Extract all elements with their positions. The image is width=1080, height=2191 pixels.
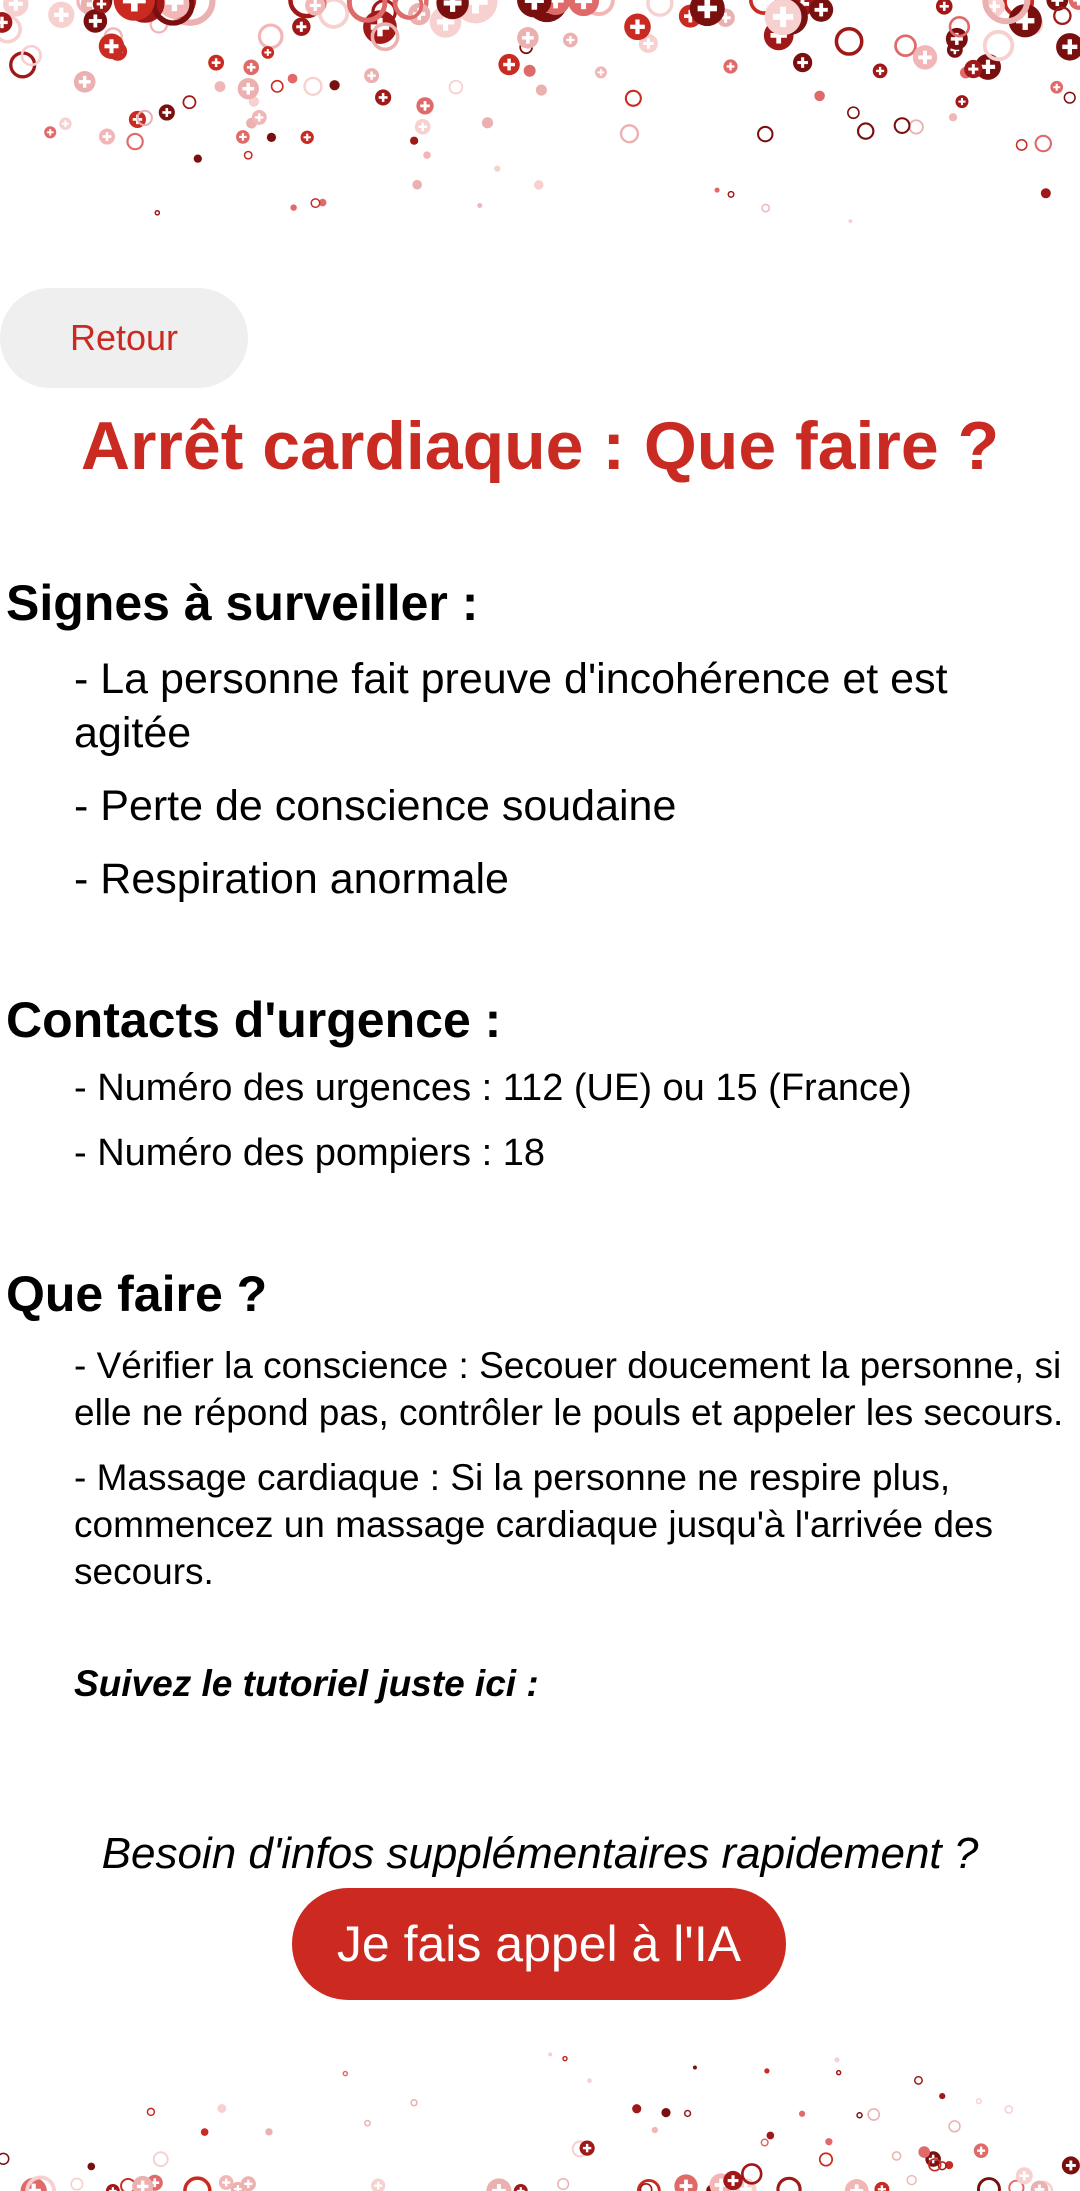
medical-cross-icon bbox=[548, 2052, 552, 2056]
medical-cross-icon bbox=[87, 2163, 95, 2171]
medical-cross-icon bbox=[396, 0, 422, 18]
medical-cross-icon bbox=[74, 71, 96, 93]
medical-cross-icon bbox=[892, 2152, 900, 2160]
medical-cross-icon bbox=[764, 21, 794, 51]
medical-cross-icon bbox=[349, 0, 385, 20]
medical-cross-icon bbox=[159, 104, 175, 120]
medical-cross-icon bbox=[125, 0, 164, 23]
medical-cross-icon bbox=[1031, 2181, 1049, 2191]
medical-cross-icon bbox=[520, 41, 532, 53]
medical-cross-icon bbox=[679, 5, 702, 28]
medical-cross-icon bbox=[595, 66, 607, 78]
medical-cross-icon bbox=[945, 2161, 953, 2169]
medical-cross-icon bbox=[494, 166, 500, 172]
medical-cross-icon bbox=[910, 120, 923, 133]
list-item: - La personne fait preuve d'incohérence et est agitée bbox=[74, 655, 948, 757]
medical-cross-icon bbox=[265, 2128, 272, 2135]
medical-cross-icon bbox=[1009, 4, 1042, 37]
medical-cross-icon bbox=[765, 0, 802, 35]
medical-cross-icon bbox=[955, 95, 968, 108]
medical-cross-icon bbox=[764, 2068, 769, 2073]
medical-cross-icon bbox=[710, 2173, 733, 2191]
medical-cross-icon bbox=[290, 204, 296, 210]
list-item: - Massage cardiaque : Si la personne ne respire plus, commencez un massage cardiaque jusqu'à l'arrivée des secours. bbox=[74, 1457, 994, 1592]
medical-cross-icon bbox=[27, 2177, 54, 2191]
medical-cross-icon bbox=[219, 2175, 234, 2190]
medical-cross-icon bbox=[1062, 2156, 1080, 2174]
medical-cross-icon bbox=[975, 54, 1001, 80]
medical-cross-icon bbox=[985, 32, 1013, 60]
medical-cross-icon bbox=[3, 0, 28, 17]
medical-cross-icon bbox=[685, 2111, 691, 2117]
medical-cross-icon bbox=[626, 91, 641, 106]
medical-cross-icon bbox=[742, 2164, 761, 2183]
medical-cross-icon bbox=[114, 0, 155, 21]
medical-cross-icon bbox=[241, 2176, 256, 2191]
medical-cross-icon bbox=[1054, 8, 1070, 24]
medical-cross-icon bbox=[1036, 136, 1051, 151]
medical-cross-icon bbox=[974, 2143, 989, 2158]
medical-cross-icon bbox=[690, 0, 725, 26]
medical-cross-icon bbox=[410, 137, 418, 145]
medical-cross-icon bbox=[848, 107, 859, 118]
medical-cross-icon bbox=[524, 65, 536, 77]
medical-cross-icon bbox=[790, 0, 814, 16]
medical-cross-icon bbox=[375, 89, 391, 105]
list-item: - Perte de conscience soudaine bbox=[74, 782, 677, 830]
medical-cross-icon bbox=[21, 2178, 47, 2191]
medical-cross-icon bbox=[168, 0, 212, 23]
medical-cross-icon bbox=[648, 0, 672, 15]
medical-cross-icon bbox=[1046, 0, 1068, 11]
signs-list bbox=[74, 652, 1074, 925]
medical-cross-icon bbox=[1069, 0, 1080, 10]
medical-cross-icon bbox=[453, 0, 497, 23]
medical-cross-icon bbox=[541, 0, 571, 15]
medical-cross-icon bbox=[1020, 12, 1043, 35]
list-item: - Numéro des urgences : 112 (UE) ou 15 (France) bbox=[74, 1067, 912, 1109]
medical-cross-icon bbox=[1050, 81, 1063, 94]
medical-cross-icon bbox=[964, 60, 982, 78]
medical-cross-icon bbox=[949, 2121, 960, 2132]
medical-cross-icon bbox=[416, 97, 433, 114]
medical-cross-icon bbox=[408, 3, 430, 25]
medical-cross-icon bbox=[486, 2178, 511, 2191]
list-item: - Respiration anormale bbox=[74, 855, 509, 903]
medical-cross-icon bbox=[723, 2171, 742, 2190]
medical-cross-icon bbox=[231, 2182, 245, 2191]
medical-cross-icon bbox=[272, 81, 283, 92]
medical-cross-icon bbox=[526, 0, 568, 22]
medical-cross-icon bbox=[946, 28, 968, 50]
medical-cross-icon bbox=[799, 2111, 805, 2117]
medical-cross-icon bbox=[1009, 2181, 1023, 2191]
medical-cross-icon bbox=[857, 2113, 862, 2118]
medical-cross-icon bbox=[715, 187, 720, 192]
medical-cross-icon bbox=[845, 2179, 869, 2191]
medical-cross-icon bbox=[245, 152, 252, 159]
medical-cross-icon bbox=[194, 155, 202, 163]
medical-cross-icon bbox=[155, 211, 159, 215]
medical-cross-icon bbox=[147, 2175, 163, 2191]
medical-cross-icon bbox=[563, 2057, 567, 2061]
medical-cross-icon bbox=[639, 34, 658, 53]
medical-cross-icon bbox=[84, 9, 108, 33]
medical-cross-icon bbox=[929, 2159, 941, 2171]
medical-cross-icon bbox=[837, 2071, 841, 2075]
medical-cross-icon bbox=[71, 2178, 82, 2189]
medical-cross-icon bbox=[632, 2104, 641, 2113]
medical-cross-icon bbox=[217, 2104, 226, 2113]
signs-heading: Signes à surveiller : bbox=[6, 575, 479, 631]
medical-cross-icon bbox=[772, 0, 807, 35]
medical-cross-icon bbox=[290, 0, 322, 16]
medical-cross-icon bbox=[536, 85, 547, 96]
medical-cross-icon bbox=[873, 64, 888, 79]
medical-cross-icon bbox=[372, 14, 389, 31]
medical-cross-icon bbox=[1005, 2106, 1012, 2113]
medical-cross-icon bbox=[372, 20, 387, 35]
medical-cross-icon bbox=[977, 2099, 982, 2104]
contacts-heading: Contacts d'urgence : bbox=[6, 992, 502, 1048]
medical-cross-icon bbox=[758, 127, 772, 141]
medical-cross-icon bbox=[716, 9, 734, 27]
medical-cross-icon bbox=[395, 0, 427, 18]
tutorial-prompt: Suivez le tutoriel juste ici : bbox=[74, 1663, 539, 1704]
ai-help-button[interactable]: Je fais appel à l'IA bbox=[292, 1888, 786, 2000]
medical-cross-icon bbox=[82, 0, 112, 15]
list-item: - Vérifier la conscience : Secouer doucement la personne, si elle ne répond pas, contrôler le pouls et appeler les secours. bbox=[74, 1345, 1064, 1433]
medical-cross-icon bbox=[984, 0, 1005, 17]
todo-heading: Que faire ? bbox=[6, 1266, 268, 1322]
medical-cross-icon bbox=[477, 203, 482, 208]
medical-cross-icon bbox=[252, 110, 267, 125]
medical-cross-icon bbox=[947, 42, 963, 58]
medical-cross-icon bbox=[329, 80, 339, 90]
medical-cross-icon bbox=[514, 2184, 528, 2191]
medical-cross-icon bbox=[132, 2176, 153, 2191]
medical-cross-icon bbox=[292, 18, 310, 36]
medical-cross-icon bbox=[81, 0, 108, 18]
medical-cross-icon bbox=[907, 2176, 916, 2185]
medical-cross-icon bbox=[517, 27, 539, 49]
contacts-list bbox=[74, 1064, 1074, 1194]
medical-cross-icon bbox=[129, 111, 146, 128]
medical-cross-icon bbox=[674, 2174, 697, 2191]
medical-cross-icon bbox=[573, 2141, 588, 2156]
medical-cross-icon bbox=[925, 2151, 941, 2167]
medical-cross-icon bbox=[305, 0, 325, 16]
medical-cross-icon bbox=[99, 129, 115, 145]
medical-cross-icon bbox=[706, 2185, 717, 2191]
medical-cross-icon bbox=[159, 0, 196, 19]
medical-cross-icon bbox=[652, 2127, 658, 2133]
page-title: Arrêt cardiaque : Que faire ? bbox=[80, 408, 1000, 484]
medical-cross-icon bbox=[364, 68, 379, 83]
ai-question: Besoin d'infos supplémentaires rapidement ? bbox=[101, 1829, 979, 1878]
medical-cross-icon bbox=[301, 131, 314, 144]
medical-cross-icon bbox=[640, 2184, 651, 2191]
medical-cross-icon bbox=[697, 0, 717, 10]
medical-cross-icon bbox=[215, 81, 226, 92]
medical-cross-icon bbox=[913, 45, 937, 69]
medical-cross-icon bbox=[482, 117, 493, 128]
medical-cross-icon bbox=[412, 180, 422, 190]
medical-cross-icon bbox=[147, 2108, 154, 2115]
medical-cross-icon bbox=[78, 0, 101, 13]
medical-cross-icon bbox=[372, 24, 397, 49]
medical-cross-icon bbox=[108, 42, 127, 61]
medical-cross-icon bbox=[517, 0, 552, 17]
medical-cross-icon bbox=[1005, 0, 1032, 15]
medical-cross-icon bbox=[621, 125, 638, 142]
medical-cross-icon bbox=[363, 10, 397, 44]
medical-cross-icon bbox=[154, 0, 192, 23]
medical-cross-icon bbox=[836, 29, 861, 54]
medical-cross-icon bbox=[938, 2162, 946, 2170]
todo-list bbox=[74, 1342, 1074, 1613]
medical-cross-icon bbox=[311, 199, 320, 208]
medical-cross-icon bbox=[834, 2057, 839, 2062]
back-button[interactable]: Retour bbox=[0, 288, 248, 388]
medical-cross-icon bbox=[259, 25, 282, 48]
medical-cross-icon bbox=[858, 123, 873, 138]
medical-cross-icon bbox=[59, 118, 71, 130]
medical-cross-icon bbox=[978, 2179, 999, 2191]
medical-cross-icon bbox=[1041, 188, 1051, 198]
medical-cross-pattern-top bbox=[0, 0, 1080, 240]
medical-cross-icon bbox=[208, 55, 224, 71]
medical-cross-icon bbox=[436, 0, 468, 19]
medical-cross-icon bbox=[778, 2178, 800, 2191]
medical-cross-icon bbox=[411, 2100, 417, 2106]
medical-cross-icon bbox=[185, 2178, 210, 2191]
medical-cross-icon bbox=[820, 2153, 832, 2165]
medical-cross-icon bbox=[558, 2179, 569, 2190]
medical-cross-icon bbox=[723, 59, 737, 73]
medical-cross-icon bbox=[430, 6, 462, 38]
medical-cross-icon bbox=[127, 134, 142, 149]
medical-cross-icon bbox=[238, 78, 259, 99]
medical-cross-icon bbox=[319, 199, 327, 207]
medical-cross-icon bbox=[767, 2132, 775, 2140]
medical-cross-icon bbox=[949, 113, 957, 121]
medical-cross-icon bbox=[793, 53, 812, 72]
medical-cross-icon bbox=[848, 219, 852, 223]
medical-cross-icon bbox=[11, 53, 35, 77]
medical-cross-icon bbox=[48, 2, 74, 28]
medical-cross-icon bbox=[568, 0, 599, 16]
medical-cross-icon bbox=[415, 119, 431, 135]
medical-cross-icon bbox=[580, 2141, 595, 2156]
medical-cross-icon bbox=[93, 0, 110, 13]
medical-cross-icon bbox=[1056, 33, 1080, 60]
medical-cross-icon bbox=[121, 2179, 135, 2191]
medical-cross-icon bbox=[918, 2146, 930, 2158]
medical-cross-icon bbox=[106, 2184, 120, 2191]
medical-cross-icon bbox=[373, 1, 395, 23]
medical-cross-icon bbox=[751, 0, 777, 13]
medical-cross-icon bbox=[343, 2072, 347, 2076]
medical-cross-icon bbox=[693, 2066, 697, 2070]
medical-cross-icon bbox=[0, 12, 12, 33]
medical-cross-icon bbox=[825, 2138, 832, 2145]
medical-cross-icon bbox=[1034, 2182, 1052, 2191]
medical-cross-icon bbox=[371, 2179, 385, 2191]
medical-cross-icon bbox=[44, 126, 56, 138]
medical-cross-icon bbox=[498, 54, 519, 75]
medical-cross-icon bbox=[895, 118, 910, 133]
medical-cross-icon bbox=[261, 46, 274, 59]
medical-cross-icon bbox=[243, 60, 259, 76]
medical-cross-icon bbox=[563, 33, 578, 48]
medical-cross-icon bbox=[814, 91, 825, 102]
medical-cross-icon bbox=[761, 2139, 768, 2146]
medical-cross-icon bbox=[138, 111, 152, 125]
medical-cross-icon bbox=[306, 0, 326, 14]
medical-cross-icon bbox=[915, 2077, 922, 2084]
medical-cross-icon bbox=[201, 2128, 209, 2136]
medical-cross-icon bbox=[0, 16, 20, 41]
medical-cross-icon bbox=[320, 0, 347, 27]
medical-cross-icon bbox=[896, 36, 916, 56]
medical-cross-pattern-bottom bbox=[0, 2041, 1080, 2191]
medical-cross-icon bbox=[1017, 140, 1027, 150]
medical-cross-icon bbox=[534, 180, 543, 189]
medical-cross-icon bbox=[99, 34, 125, 60]
medical-cross-icon bbox=[762, 204, 769, 211]
medical-cross-icon bbox=[985, 0, 1027, 21]
medical-cross-icon bbox=[960, 67, 971, 78]
medical-cross-icon bbox=[169, 0, 190, 15]
medical-cross-icon bbox=[105, 28, 122, 45]
medical-cross-icon bbox=[728, 192, 734, 198]
medical-cross-icon bbox=[305, 78, 322, 95]
medical-cross-icon bbox=[288, 74, 298, 84]
medical-cross-icon bbox=[950, 17, 969, 36]
medical-cross-icon bbox=[267, 133, 276, 142]
medical-cross-icon bbox=[521, 0, 547, 14]
medical-cross-icon bbox=[246, 118, 257, 129]
medical-cross-icon bbox=[587, 2078, 592, 2083]
medical-cross-icon bbox=[22, 46, 41, 65]
medical-cross-icon bbox=[1064, 92, 1075, 103]
medical-cross-icon bbox=[151, 16, 167, 32]
medical-cross-icon bbox=[1016, 2167, 1033, 2184]
medical-cross-icon bbox=[0, 2153, 9, 2164]
medical-cross-icon bbox=[236, 130, 250, 144]
medical-cross-icon bbox=[661, 2108, 670, 2117]
medical-cross-icon bbox=[868, 2109, 879, 2120]
medical-cross-icon bbox=[585, 0, 613, 14]
medical-cross-icon bbox=[936, 0, 953, 15]
medical-cross-icon bbox=[249, 96, 259, 106]
medical-cross-icon bbox=[158, 0, 191, 19]
medical-cross-icon bbox=[735, 2178, 756, 2191]
medical-cross-icon bbox=[624, 13, 651, 40]
medical-cross-icon bbox=[423, 151, 430, 158]
medical-cross-icon bbox=[809, 0, 833, 22]
medical-cross-icon bbox=[874, 2182, 889, 2191]
list-item: - Numéro des pompiers : 18 bbox=[74, 1132, 545, 1174]
medical-cross-icon bbox=[183, 96, 195, 108]
medical-cross-icon bbox=[154, 2152, 168, 2166]
medical-cross-icon bbox=[939, 2093, 945, 2099]
medical-cross-icon bbox=[638, 2180, 659, 2191]
medical-cross-icon bbox=[365, 2120, 370, 2125]
medical-cross-icon bbox=[450, 81, 463, 94]
